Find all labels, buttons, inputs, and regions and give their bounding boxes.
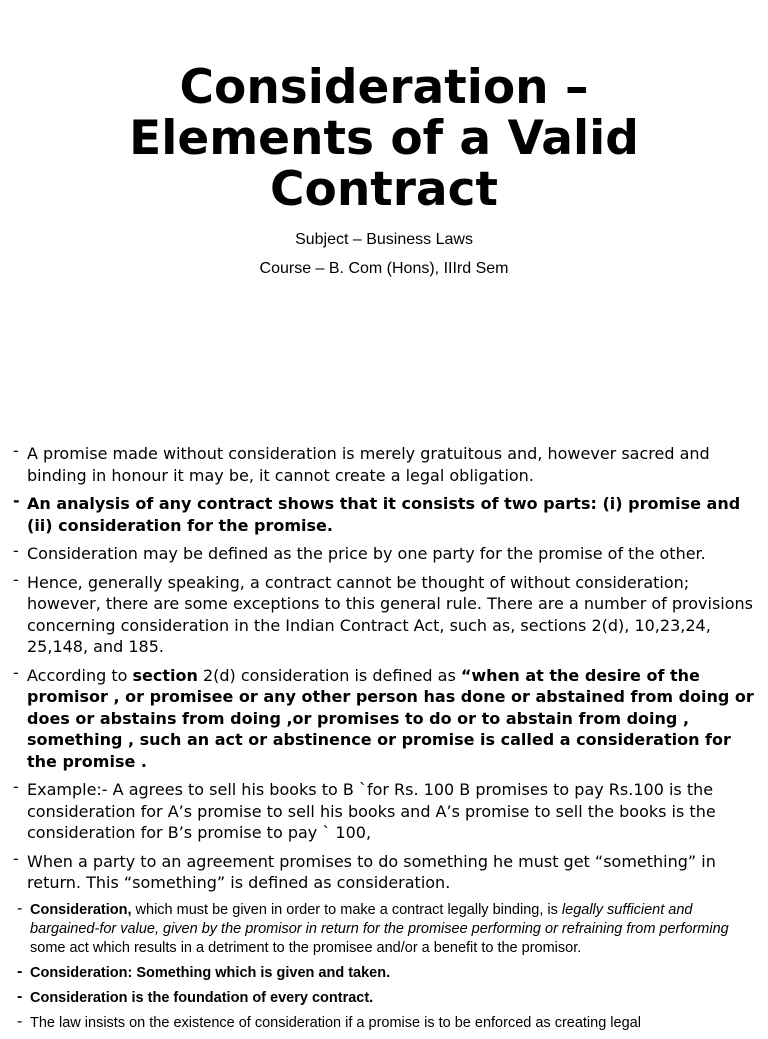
bullet-marker: -: [13, 569, 19, 589]
bullet-text: Consideration: Something which is given and taken.: [30, 964, 391, 981]
title-line-1: Consideration –: [179, 60, 589, 115]
bullet-text: 2(d) consideration is defined as: [197, 665, 461, 685]
bullet-marker: -: [17, 962, 23, 980]
subject-subtitle: Subject – Business Laws: [295, 231, 473, 248]
bullet-text-bold: Consideration,: [30, 901, 132, 918]
bullet-text: An analysis of any contract shows that it consists of two parts: (i) promise and (ii) consideration for the promise.: [27, 494, 741, 535]
bullet-marker: -: [13, 541, 19, 560]
bullet-text: According to: [27, 665, 133, 685]
bullet-marker: -: [17, 899, 23, 917]
bullet-text: Consideration is the foundation of every contract.: [30, 989, 374, 1006]
bullet-marker: -: [17, 987, 23, 1005]
list-item: [0, 493, 768, 536]
list-item: [0, 964, 768, 983]
list-item: [0, 779, 768, 844]
bullet-text: Consideration may be defined as the price by one party for the promise of the other.: [27, 544, 706, 563]
title-slide: [0, 0, 768, 400]
list-item: [0, 662, 768, 773]
list-item: [0, 1014, 768, 1033]
title-line-2: Elements of a Valid: [129, 111, 639, 166]
bullet-marker: -: [13, 662, 19, 682]
bullet-text: When a party to an agreement promises to do something he must get “something” in return. This “something” is defined as consideration.: [27, 851, 716, 892]
course-subtitle: Course – B. Com (Hons), IIIrd Sem: [259, 260, 509, 277]
bullet-text: which must be given in order to make a contract legally binding, is: [131, 901, 562, 918]
list-item: [0, 543, 768, 565]
bullet-text: some act which results in a detriment to the promisee and/or a benefit to the promisor.: [30, 939, 582, 956]
bullet-text-bold: section: [132, 665, 198, 685]
title-line-3: Contract: [270, 162, 498, 217]
bullet-list: [0, 443, 768, 1039]
bullet-text: Hence, generally speaking, a contract cannot be thought of without consideration; however, there are some exceptions to this general rule. There are a number of provisions concerning consideration in the Indian Contract Act, such as, sections 2(d), 10,23,24, 25,148, and 185.: [27, 572, 753, 656]
list-item: [0, 569, 768, 658]
bullet-text: The law insists on the existence of consideration if a promise is to be enforced as creating legal: [30, 1014, 641, 1031]
bullet-marker: -: [17, 1012, 23, 1030]
list-item: [0, 848, 768, 894]
bullet-marker: -: [13, 848, 19, 868]
bullet-text: Example:- A agrees to sell his books to B `for Rs. 100 B promises to pay Rs.100 is the consideration for A’s promise to sell his books and A’s promise to sell the books is the consideration for B’s promise to pay ` 100,: [27, 780, 716, 842]
page-title: [60, 62, 708, 215]
list-item: [0, 443, 768, 486]
bullet-text: A promise made without consideration is merely gratuitous and, however sacred and binding in honour it may be, it cannot create a legal obligation.: [27, 444, 710, 485]
definition-quote: “when at the desire of the promisor , or promisee or any other person has done or abstained from doing or does or abstains from doing ,or promises to do or to abstain from doing , something , such an act or abstinence or promise is called a consideration for the promise .: [27, 665, 754, 771]
bullet-marker: -: [13, 441, 19, 460]
list-item: [0, 901, 768, 958]
bullet-text-italic: legally sufficient and bargained-for value, given by the promisor in return for the promisee performing or refraining from performing: [30, 901, 729, 937]
bullet-marker: -: [13, 491, 20, 510]
list-item: [0, 989, 768, 1008]
bullet-marker: -: [13, 777, 19, 796]
